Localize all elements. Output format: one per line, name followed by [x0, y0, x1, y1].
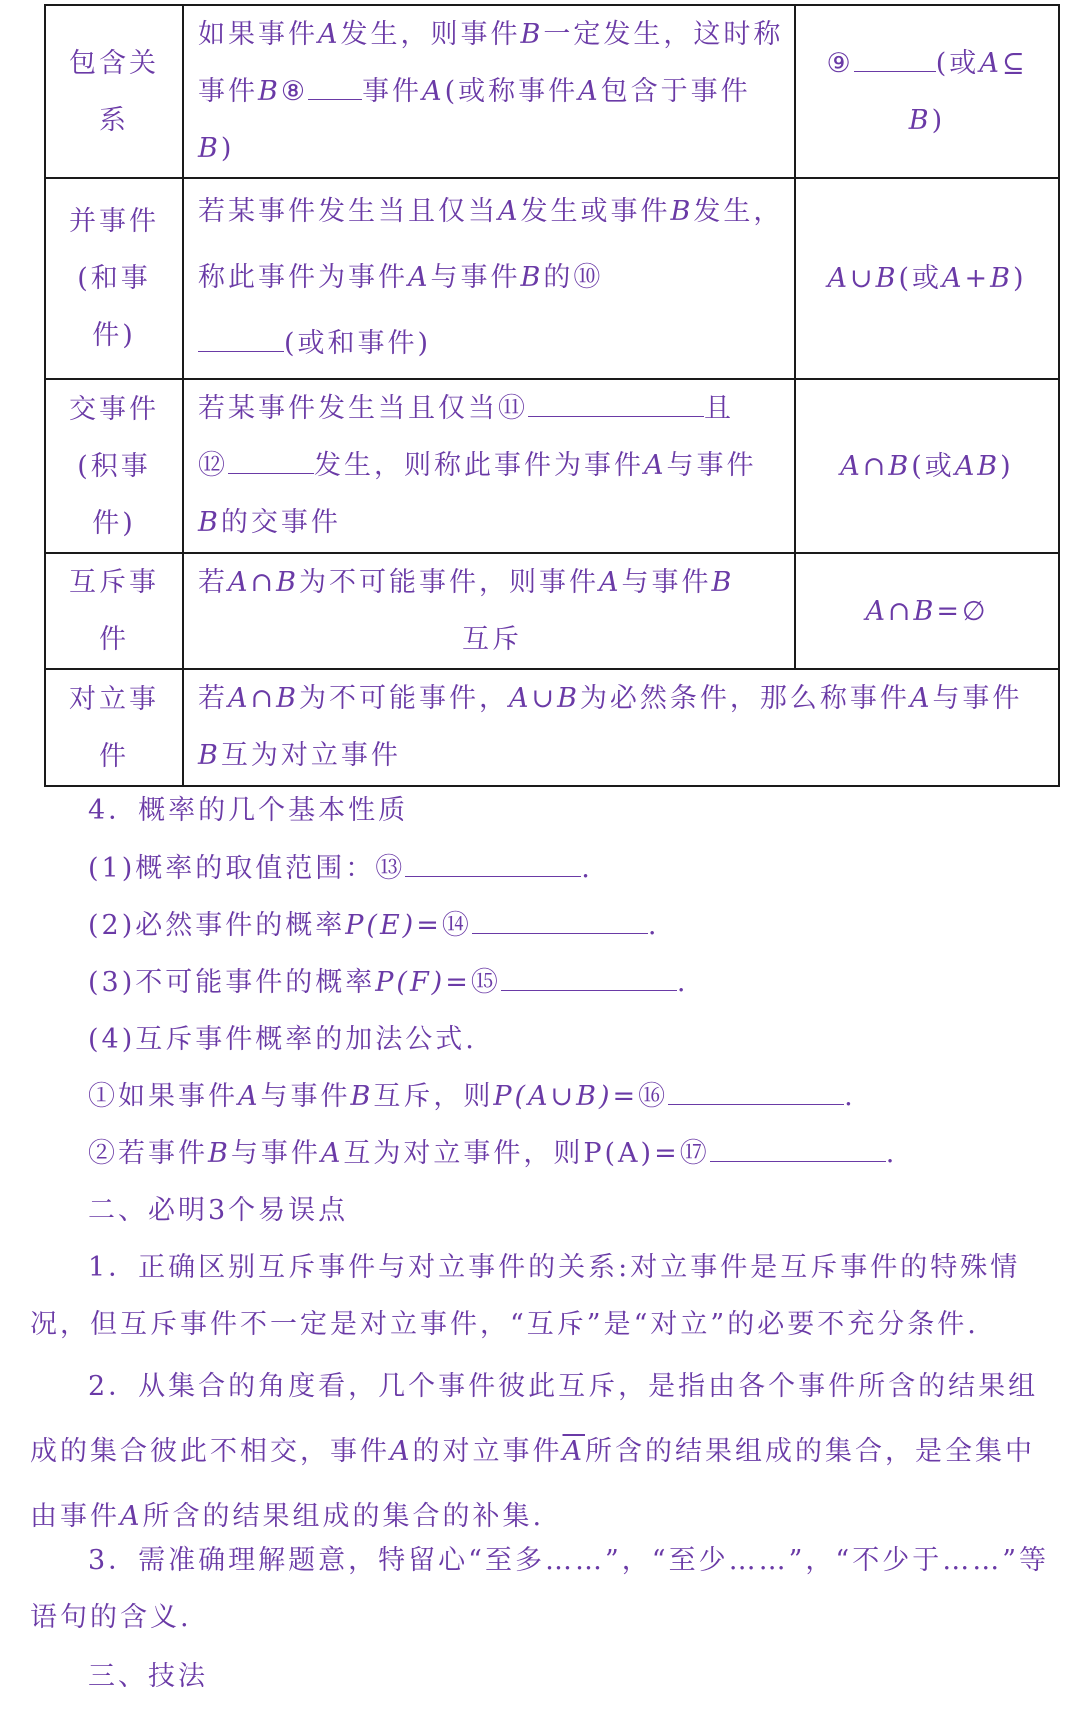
blank-15[interactable]: [501, 964, 677, 991]
text: 若某事件发生当且仅当: [198, 393, 498, 424]
section2-title: 二、必明3个易误点: [88, 1195, 349, 1226]
text: ①如果事件: [88, 1081, 238, 1112]
blank-11[interactable]: [528, 390, 704, 417]
events-table: [44, 4, 1060, 787]
blank-number: ⑬: [375, 853, 406, 884]
blank-17[interactable]: [710, 1135, 886, 1162]
var: A: [390, 1436, 413, 1467]
var: A: [909, 683, 933, 714]
table-row: [45, 178, 1059, 379]
text: 互为对立事件: [220, 740, 401, 771]
row-symbol-cell: [795, 553, 1059, 669]
var: A∪B: [508, 683, 580, 714]
blank-number: ⑧: [280, 76, 309, 107]
text: 事件: [362, 76, 423, 107]
blank-9[interactable]: [854, 45, 936, 72]
var: B: [198, 507, 221, 538]
plus-symbol: +: [964, 263, 991, 294]
text: =: [654, 1138, 680, 1169]
section4-title: 4．概率的几个基本性质: [88, 795, 409, 826]
row-definition-cell: [183, 553, 795, 669]
blank-14[interactable]: [472, 907, 648, 934]
var: A: [598, 567, 622, 598]
text: (或: [935, 47, 980, 79]
text: 与事件: [260, 1081, 351, 1112]
text: .: [581, 853, 593, 884]
text: 的交事件: [220, 507, 341, 538]
text: 若某事件发生当且仅当: [198, 196, 498, 227]
row-name: 对立事件: [69, 683, 159, 772]
text: 若: [198, 567, 228, 598]
text: 为不可能事件，: [298, 683, 509, 714]
var: A: [422, 76, 445, 107]
text: 且: [704, 393, 734, 424]
table-row: [45, 5, 1059, 178]
section3-title: 三、技法: [88, 1661, 208, 1692]
table-row: [45, 553, 1059, 669]
blank-number: ⑨: [826, 47, 854, 79]
blank-number: ⑪: [498, 393, 528, 424]
var: B: [908, 104, 932, 136]
formula: P(E): [345, 910, 417, 941]
text: 所含的结果组成的集合的补集.: [142, 1501, 545, 1532]
var: AB: [954, 450, 1001, 482]
var: A∩B: [228, 683, 299, 714]
pitfall-2: [30, 1354, 1050, 1549]
table-row: [45, 669, 1059, 786]
text: 与事件: [932, 683, 1023, 714]
text: .: [647, 910, 660, 941]
text: 与事件: [230, 1138, 321, 1169]
var: A: [827, 263, 850, 294]
property-1: [30, 840, 1080, 897]
blank-number: ⑯: [638, 1081, 669, 1112]
var: B: [258, 76, 281, 107]
var: A: [644, 450, 667, 481]
row-symbol-cell: [795, 5, 1059, 178]
complement-var: $\overline{A}$: [562, 1436, 585, 1467]
row-name: 交事件(积事件): [69, 393, 159, 539]
blank-10[interactable]: [198, 325, 284, 352]
union-symbol: ∪: [849, 263, 876, 294]
var: A∩B: [865, 595, 937, 627]
property-2: [30, 897, 1080, 954]
formula: P(F): [375, 967, 446, 998]
blank-number: ⑩: [573, 262, 604, 293]
text: 发生或事件: [520, 196, 671, 227]
var: A: [942, 263, 965, 294]
var: A: [979, 47, 1002, 79]
text: ): [1012, 263, 1027, 294]
row-name: 并事件(和事件): [69, 206, 159, 351]
row-definition-cell: [183, 5, 795, 178]
text: (或: [911, 450, 955, 482]
row-definition-cell: [183, 178, 795, 379]
row-name-cell: [45, 553, 183, 669]
text: =: [416, 910, 442, 941]
blank-16[interactable]: [668, 1078, 844, 1105]
var: B: [520, 262, 544, 293]
blank-number: ⑭: [441, 910, 472, 941]
text: (或: [898, 263, 942, 294]
var: A: [840, 450, 863, 482]
text: 如果事件: [198, 19, 318, 50]
text: ②若事件: [88, 1138, 208, 1169]
var: B: [198, 133, 221, 164]
var: A: [498, 196, 521, 227]
text: 若: [198, 683, 228, 714]
text: 发生，则称此事件为事件: [314, 450, 644, 481]
text: 的对立事件: [412, 1436, 563, 1467]
blank-number: ⑰: [679, 1138, 710, 1169]
var: B: [520, 19, 544, 50]
text: 一定发生，这时称事件: [198, 19, 784, 107]
table-row: [45, 379, 1059, 553]
blank-8[interactable]: [308, 73, 362, 100]
row-symbol-cell: [795, 379, 1059, 553]
row-name-cell: [45, 178, 183, 379]
pitfall-3: 3．需准确理解题意，特留心“至多……”，“至少……”，“不少于……”等语句的含义.: [30, 1545, 1049, 1633]
text: (或称事件: [444, 76, 579, 107]
text: (2)必然事件的概率: [88, 910, 346, 941]
text: 所含的结果组成的集合，是全集中由事件: [30, 1436, 1035, 1532]
row-name: 互斥事件: [69, 567, 159, 655]
text: .: [844, 1081, 856, 1112]
blank-12[interactable]: [228, 447, 314, 474]
row-symbol-cell: [795, 178, 1059, 379]
text: .: [885, 1138, 898, 1169]
var: A: [318, 19, 341, 50]
formula: P(A): [583, 1138, 655, 1169]
var: A: [320, 1138, 344, 1169]
blank-number: ⑫: [198, 450, 228, 481]
text: 发生，称此事件为事件: [198, 196, 784, 293]
empty-set-symbol: =∅: [936, 595, 989, 627]
row-definition-cell: [183, 379, 795, 553]
text: 互斥: [462, 624, 522, 655]
property-4: (4)互斥事件概率的加法公式.: [88, 1024, 477, 1055]
intersection-symbol: ∩: [862, 450, 889, 482]
property-4-2: [30, 1125, 1080, 1182]
var: B: [350, 1081, 374, 1112]
var: A∩B: [228, 567, 299, 598]
var: B: [670, 196, 694, 227]
var: B: [208, 1138, 231, 1169]
text: .: [676, 967, 689, 998]
text: 的: [543, 262, 574, 293]
var: B: [888, 450, 912, 482]
text: 发生，则事件: [340, 19, 521, 50]
text: =: [445, 967, 471, 998]
row-definition-cell: [183, 669, 1059, 786]
text: (3)不可能事件的概率: [88, 967, 376, 998]
var: A: [578, 76, 601, 107]
text: ): [220, 133, 235, 164]
row-name-cell: [45, 5, 183, 178]
var: A: [408, 262, 431, 293]
property-3: [30, 954, 1080, 1011]
var: B: [875, 263, 899, 294]
text: 与事件: [666, 450, 757, 481]
property-4-1: [30, 1068, 1080, 1125]
blank-13[interactable]: [405, 850, 581, 877]
row-name-cell: [45, 379, 183, 553]
text: (或和事件): [284, 328, 432, 359]
text: 与事件: [621, 567, 712, 598]
text: 与事件: [430, 262, 521, 293]
text: 2．从集合的角度看，几个事件彼此互斥，是指由各个事件所含的结果组成的集合彼此不相交，事件: [30, 1371, 1039, 1467]
formula: P(A∪B): [493, 1081, 613, 1112]
subset-symbol: ⊆: [1001, 47, 1028, 79]
pitfall-1: 1．正确区别互斥事件与对立事件的关系:对立事件是互斥事件的特殊情况，但互斥事件不一定是对立事件，“互斥”是“对立”的必要不充分条件.: [30, 1252, 1021, 1340]
text: 为不可能事件，则事件: [298, 567, 599, 598]
text: 互为对立事件，则: [343, 1138, 584, 1169]
text: ): [1000, 450, 1014, 482]
text: 互斥，则: [373, 1081, 494, 1112]
var: B: [990, 263, 1013, 294]
row-name: 包含关系: [69, 47, 159, 136]
row-name-cell: [45, 669, 183, 786]
text: 为必然条件，那么称事件: [579, 683, 910, 714]
text: ): [931, 104, 946, 136]
text: 包含于事件: [600, 76, 751, 107]
var: B: [711, 567, 735, 598]
blank-number: ⑮: [470, 967, 501, 998]
text: (1)概率的取值范围：: [88, 853, 376, 884]
var: A: [238, 1081, 261, 1112]
var: A: [120, 1501, 143, 1532]
text: =: [612, 1081, 639, 1112]
var: B: [198, 740, 221, 771]
